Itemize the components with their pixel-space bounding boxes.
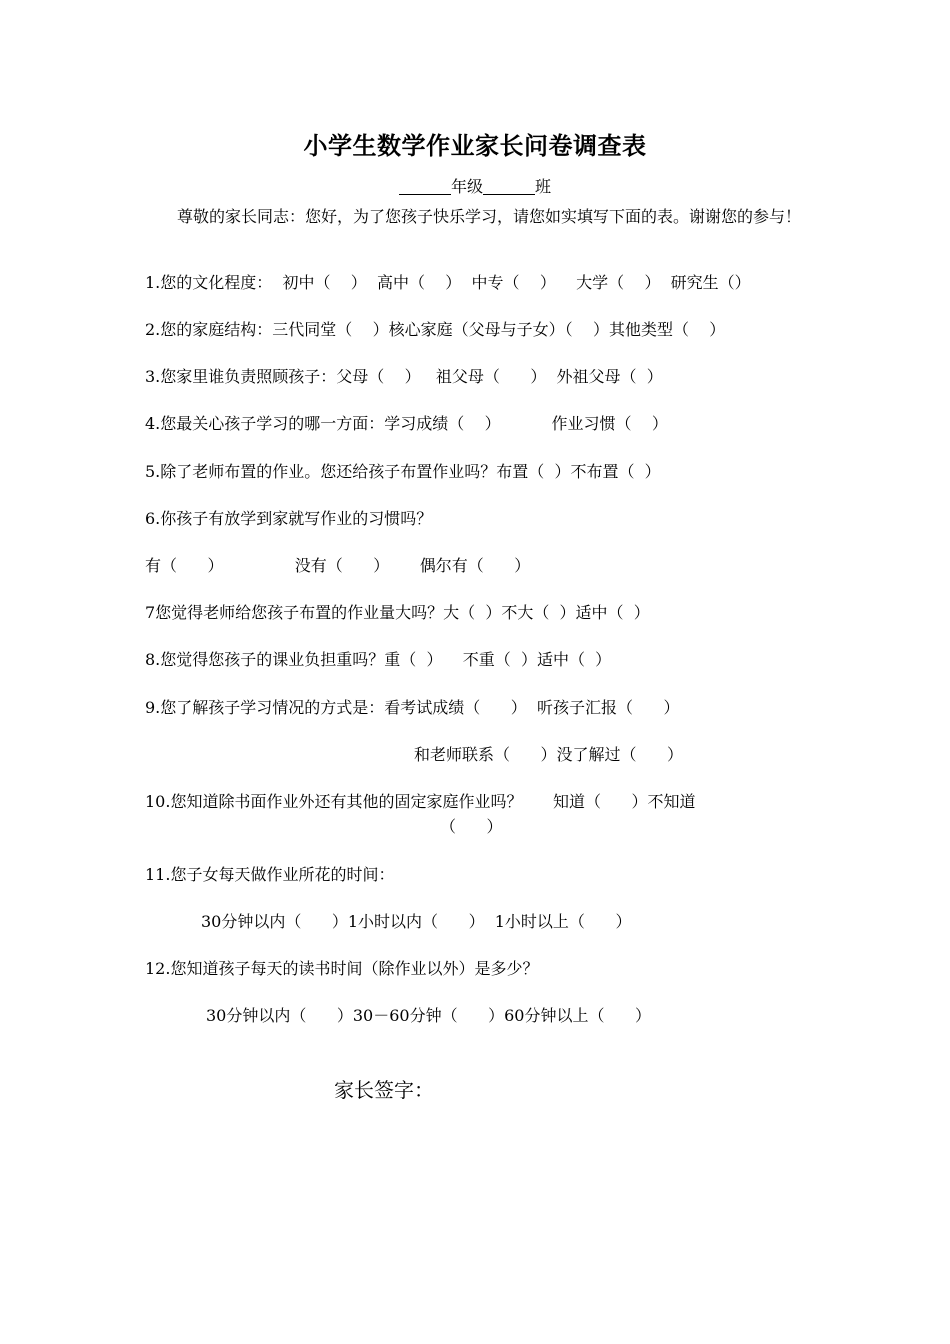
question-6: 6.你孩子有放学到家就写作业的习惯吗？ (145, 509, 433, 528)
grade-class-line (0, 178, 950, 195)
class-label: 班 (535, 177, 552, 196)
question-11-options: 30分钟以内（ ）1小时以内（ ） 1小时以上（ ） (201, 912, 632, 931)
grade-blank[interactable] (399, 178, 451, 195)
question-12: 12.您知道孩子每天的读书时间（除作业以外）是多少？ (145, 959, 539, 978)
question-10-continuation: （ ） (440, 817, 503, 836)
question-9-continuation: 和老师联系（ ）没了解过（ ） (414, 745, 684, 764)
parent-signature-label: 家长签字： (334, 1078, 434, 1102)
question-4: 4.您最关心孩子学习的哪一方面：学习成绩（ ） 作业习惯（ ） (145, 414, 668, 433)
question-5: 5.除了老师布置的作业。您还给孩子布置作业吗？布置（ ）不布置（ ） (145, 462, 661, 481)
intro-paragraph: 尊敬的家长同志：您好，为了您孩子快乐学习，请您如实填写下面的表。谢谢您的参与！ (177, 207, 802, 226)
question-7: 7您觉得老师给您孩子布置的作业量大吗？大（ ）不大（ ）适中（ ） (145, 603, 650, 622)
grade-label: 年级 (450, 177, 483, 196)
question-2: 2.您的家庭结构：三代同堂（ ）核心家庭（父母与子女）（ ）其他类型（ ） (145, 320, 726, 339)
question-8: 8.您觉得您孩子的课业负担重吗？重（ ） 不重（ ）适中（ ） (145, 650, 612, 669)
class-blank[interactable] (483, 178, 535, 195)
question-1: 1.您的文化程度： 初中（ ） 高中（ ） 中专（ ） 大学（ ） 研究生（） (145, 273, 751, 292)
question-6-options: 有（ ） 没有（ ） 偶尔有（ ） (145, 556, 531, 575)
question-10: 10.您知道除书面作业外还有其他的固定家庭作业吗？ 知道（ ）不知道 (145, 792, 696, 811)
question-9: 9.您了解孩子学习情况的方式是：看考试成绩（ ） 听孩子汇报（ ） (145, 698, 680, 717)
question-3: 3.您家里谁负责照顾孩子：父母（ ） 祖父母（ ） 外祖父母（ ） (145, 367, 663, 386)
document-title: 小学生数学作业家长问卷调查表 (303, 131, 647, 160)
question-12-options: 30分钟以内（ ）30－60分钟（ ）60分钟以上（ ） (206, 1006, 651, 1025)
question-11: 11.您子女每天做作业所花的时间： (145, 865, 395, 884)
